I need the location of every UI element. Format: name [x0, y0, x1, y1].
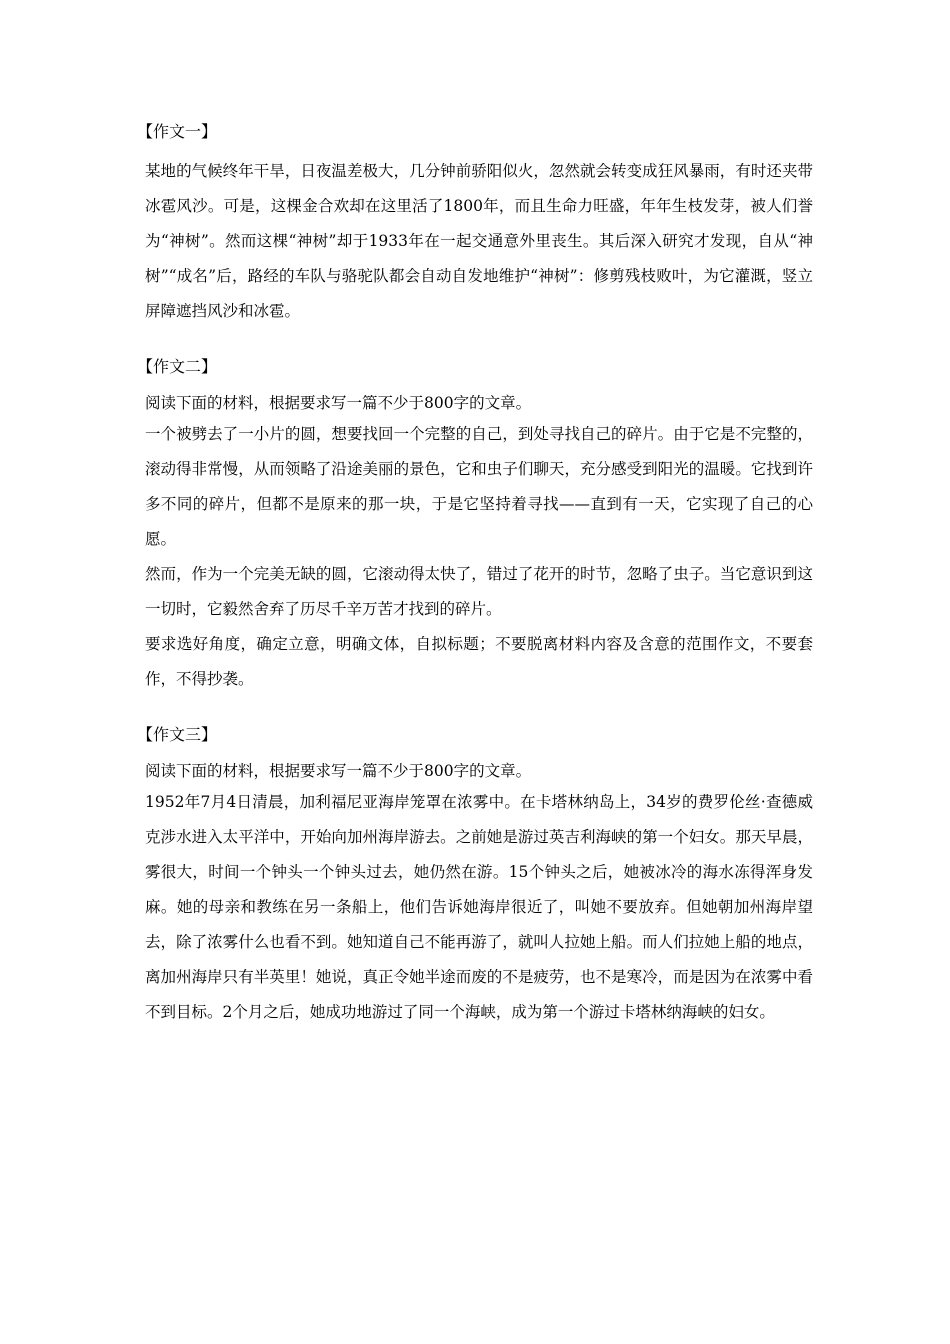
section-gap — [145, 329, 813, 353]
essay-three-material: 1952年7月4日清晨，加利福尼亚海岸笼罩在浓雾中。在卡塔林纳岛上，34岁的费罗伦丝·查德威克涉水进入太平洋中，开始向加州海岸游去。之前她是游过英吉利海峡的第一个妇女。那天早晨，雾很大，时间一个钟头一个钟头过去，她仍然在游。15个钟头之后，她被冰冷的海水冻得浑身发麻。她的母亲和教练在另一条船上，他们告诉她海岸很近了，叫她不要放弃。但她朝加州海岸望去，除了浓雾什么也看不到。她知道自己不能再游了，就叫人拉她上船。而人们拉她上船的地点，离加州海岸只有半英里！她说，真正令她半途而废的不是疲劳，也不是寒冷，而是因为在浓雾中看不到目标。2个月之后，她成功地游过了同一个海峡，成为第一个游过卡塔林纳海峡的妇女。 — [145, 793, 813, 1021]
essay-two-material-part-two: 然而，作为一个完美无缺的圆，它滚动得太快了，错过了花开的时节，忽略了虫子。当它意识到这一切时，它毅然舍弃了历尽千辛万苦才找到的碎片。 — [145, 565, 813, 618]
essay-two-material-part-one: 一个被劈去了一小片的圆，想要找回一个完整的自己，到处寻找自己的碎片。由于它是不完整的，滚动得非常慢，从而领略了沿途美丽的景色，它和虫子们聊天，充分感受到阳光的温暖。它找到许多不同的碎片，但都不是原来的那一块，于是它坚持着寻找——直到有一天，它实现了自己的心愿。 — [145, 425, 813, 548]
essay-three-title: 【作文三】 — [137, 725, 218, 744]
essay-two-requirements: 要求选好角度，确定立意，明确文体，自拟标题；不要脱离材料内容及含意的范围作文，不要套作，不得抄袭。 — [145, 635, 813, 688]
essay-three — [137, 721, 813, 1030]
essay-one-material: 某地的气候终年干旱，日夜温差极大，几分钟前骄阳似火，忽然就会转变成狂风暴雨，有时还夹带冰雹风沙。可是，这棵金合欢却在这里活了1800年，而且生命力旺盛，年年生枝发芽，被人们誉为“神树”。然而这棵“神树”却于1933年在一起交通意外里丧生。其后深入研究才发现，自从“神树”“成名”后，路经的车队与骆驼队都会自动自发地维护“神树”：修剪残枝败叶，为它灌溉，竖立屏障遮挡风沙和冰雹。 — [145, 162, 813, 320]
essay-two-title: 【作文二】 — [137, 357, 218, 376]
essay-two-instruction: 阅读下面的材料，根据要求写一篇不少于800字的文章。 — [145, 394, 532, 412]
section-gap — [145, 697, 813, 721]
essay-one-title: 【作文一】 — [137, 122, 218, 141]
essay-three-instruction: 阅读下面的材料，根据要求写一篇不少于800字的文章。 — [145, 762, 532, 780]
essay-two — [137, 353, 813, 697]
document-page — [137, 118, 813, 1030]
essay-one — [137, 118, 813, 329]
